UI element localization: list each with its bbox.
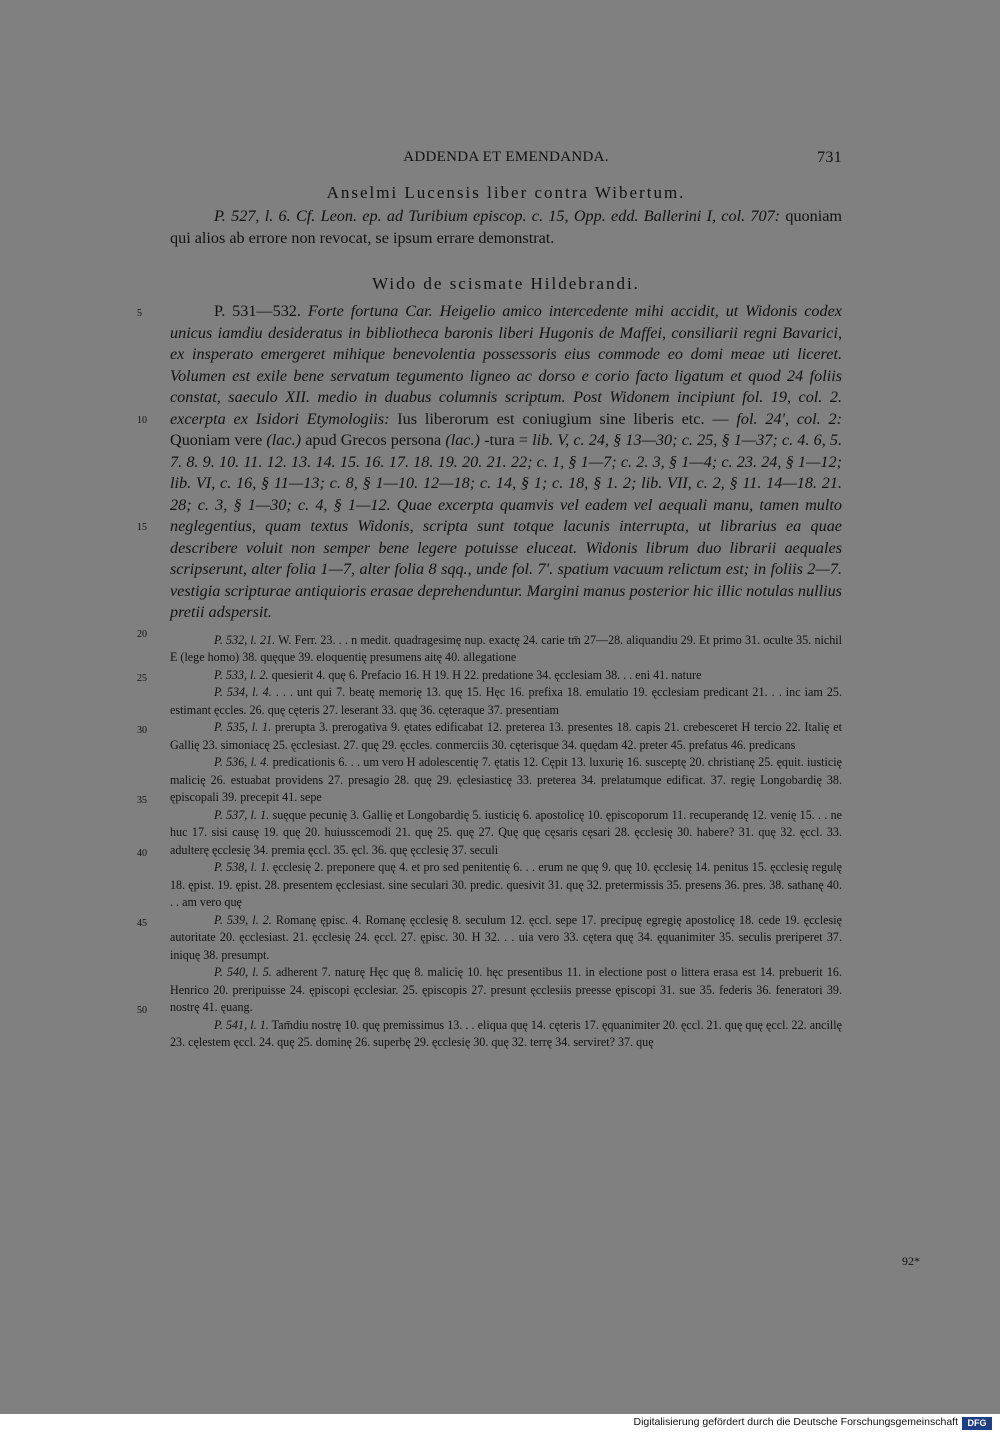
- anselm-quote: quoniam qui alios ab errore non revocat, se ipsum errare demonstrat.: [170, 207, 842, 247]
- wido-text-f: apud Grecos persona: [305, 431, 442, 449]
- anselm-paragraph: [170, 206, 842, 249]
- variant-ref: P. 539, l. 2.: [214, 912, 272, 927]
- wido-text-b: Ius liberorum est coniugium sine liberis etc. —: [397, 409, 729, 428]
- variant-entry: [137, 754, 842, 807]
- variant-text: quesierit 4. quę 6. Prefacio 16. H 19. H 22. predatione 34. ęcclesiam 38. . . eni 41. nature: [271, 667, 702, 682]
- signature-mark: 92*: [902, 1254, 920, 1268]
- section-title-anselm: Anselmi Lucensis liber contra Wibertum.: [326, 183, 686, 202]
- variant-text: . . . unt qui 7. beatę memorię 13. quę 15. Hęc 16. prefixa 18. emulatio 19. ęcclesiam predicant 21. . . inc iam 25. estimant ęccles. 26. quę cęteris 27. leserant 33. quę 36. cęteraque 37. presentiam: [170, 685, 842, 717]
- variant-entry: [137, 667, 842, 685]
- footer-bar: [0, 1414, 1000, 1434]
- variant-entry: [137, 964, 842, 1017]
- variant-text: suęque pecunię 3. Gallię et Longobardię 5. iusticię 6. apostolicę 10. ępiscoporum 11. recuperandę 12. venię 15. . . ne huc 17. sisi causę 19. quę 20. huiusscemodi 21. quę 25. quę 27. Quę quę cęsaris cęsari 28. ęcclesię 30. habere? 31. quę 32. ęccl. 33. adulterę ęcclesię 34. premia ęccl. 35. ęcl. 36. quę ęcclesię 37. seculi: [170, 807, 842, 857]
- running-title: ADDENDA ET EMENDANDA.: [403, 149, 609, 165]
- line-number: 50: [137, 1005, 147, 1016]
- dfg-logo: DFG: [962, 1417, 992, 1430]
- line-number: 15: [137, 522, 147, 533]
- variant-ref: P. 532, l. 21.: [214, 632, 276, 647]
- variant-entry: [170, 684, 842, 719]
- wido-text-e: (lac.): [266, 431, 302, 449]
- variant-text: W. Ferr. 23. . . n medit. quadragesimę nup. exactę 24. carie tm̄ 27—28. aliquandiu 29. Et primo 31. oculte 35. nichil E (lege homo) 38. quęque 39. eloquentię presumens aitę 40. allegatione: [170, 632, 842, 664]
- section-title-wido: Wido de scismate Hildebrandi.: [372, 274, 640, 293]
- page-body: [137, 180, 843, 1052]
- funding-note: Digitalisierung gefördert durch die Deutsche Forschungsgemeinschaft: [633, 1416, 958, 1428]
- variant-readings: [137, 632, 843, 1052]
- variant-entry: [170, 632, 842, 667]
- line-number: 25: [137, 672, 147, 684]
- line-number: 5: [137, 308, 142, 319]
- variant-entry: [137, 719, 842, 754]
- variant-text: prerupta 3. prerogativa 9. ętates edificabat 12. preterea 13. presentes 18. capis 21. crebesceret H tercio 22. Italię et Gallię 23. simoniacę 25. ęcclesiast. 27. quę 29. ęccles. conmerciis 30. cęterisque 34. quędam 42. preter 45. prefatus 46. predicans: [170, 720, 842, 752]
- wido-text-a: Forte fortuna Car. Heigelio amico intercedente mihi accidit, ut Widonis codex unicus iamdiu desideratus in bibliotheca baronis liberi Hugonis de Maffei, consiliarii regni Bavarici, ex insperato emergeret mihique benevolentia possessoris eius commode eo domi meae uti liceret. Volumen est exile bene servatum tegumento ligneo ac dorso e corio facto ligatum et quod 24 foliis constat, saeculo XII. medio in duabus columnis scriptum. Post Widonem incipiunt fol. 19, col. 2. excerpta ex Isidori Etymologiis:: [170, 302, 842, 428]
- variant-ref: P. 533, l. 2.: [214, 667, 269, 682]
- variant-entry: [170, 859, 842, 912]
- variant-entry: [170, 1017, 842, 1052]
- line-number: 40: [137, 847, 147, 859]
- variant-ref: P. 541, l. 1.: [214, 1017, 269, 1032]
- variant-text: predicationis 6. . . um vero H adolescentię 7. ętatis 12. Cępit 13. luxurię 16. susceptę 20. christianę 25. ęquit. iusticię malicię 26. estuabat providens 27. presagio 28. quę 29. ęclesiasticę 33. preterea 34. prelatumque edificat. 37. regię Longobardię 38. ępiscopali 39. precepit 41. sepe: [170, 755, 842, 804]
- variant-ref: P. 536, l. 4.: [214, 755, 270, 769]
- variant-ref: P. 538, l. 1.: [214, 860, 270, 874]
- line-number: 45: [137, 917, 147, 929]
- wido-text-i: lib. V, c. 24, § 13—30; c. 25, § 1—37; c. 4. 6, 5. 7. 8. 9. 10. 11. 12. 13. 14. 15. 16. 17. 18. 19. 20. 21. 22; c. 1, § 1—7; c. 2. 3, § 1—4; c. 23. 24, § 1—12; lib. VI, c. 16, § 11—13; c. 8, § 1—10. 12—18; c. 14, § 1; c. 18, § 1. 2; lib. VII, c. 2, § 11. 14—18. 21. 28; c. 3, § 1—30; c. 4, § 1—12. Quae excerpta quamvis vel eadem vel aequali manu, tamen multo neglegentius, quam textus Widonis, scripta sunt totque lacunis interrupta, ut librarius ea quae describere voluit non semper bene legere potuisse eluceat. Widonis librum duo librarii aequales scripserunt, alter folia 1—7, alter folia 8 sqq., unde fol. 7'. spatium vacuum relictum est; in foliis 2—7. vestigia scripturae antiquioris erasae deprehenduntur. Margini manus posterior hic illic notulas nullius pretii adspersit.: [170, 431, 843, 621]
- wido-text-d: Quoniam vere: [170, 431, 263, 449]
- variant-ref: P. 540, l. 5.: [214, 965, 272, 979]
- wido-text-g: (lac.): [445, 431, 480, 449]
- variant-ref: P. 535, l. 1.: [214, 720, 272, 734]
- line-number: 20: [137, 629, 147, 640]
- variant-text: Romanę ępisc. 4. Romanę ęcclesię 8. seculum 12. ęccl. sepe 17. precipuę egregię apostolicę 18. cede 19. ęcclesię autoritate 20. ęcclesiast. 21. ęcclesię 24. ęccl. 27. ępisc. 30. H 32. . . uia vero 33. cętera quę 34. ęquanimiter 35. seculis preriperet 37. iniquę 38. presumpt.: [170, 912, 842, 962]
- variant-text: ęcclesię 2. preponere quę 4. et pro sed penitentię 6. . . erum ne quę 9. quę 10. ęcclesię 14. penitus 15. ęcclesię regulę 18. ępist. 19. ępist. 28. presentem ęcclesiast. sine seculari 30. predic. quesivit 31. quę 32. pretermissis 35. presens 36. pres. 38. sathanę 40. . . am vero quę: [170, 860, 842, 909]
- line-number: 10: [137, 415, 147, 426]
- wido-text-h: -tura =: [484, 431, 528, 449]
- variant-text: Tam̄diu nostrę 10. quę premissimus 13. . . eliqua quę 14. cęteris 17. ęquanimiter 20. ęccl. 21. quę quę ęccl. 22. ancillę 23. cęlestem ęccl. 24. quę 25. dominę 26. superbę 29. ęcclesię 30. quę 32. terrę 34. serviret? 37. quę: [170, 1017, 843, 1049]
- variant-entry: [137, 912, 842, 965]
- line-number: 35: [137, 795, 147, 806]
- variant-ref: P. 537, l. 1.: [214, 807, 270, 822]
- variant-text: adherent 7. naturę Hęc quę 8. malicię 10. hęc presentibus 11. in electione post o littera erasa est 14. prebuerit 16. Henrico 20. preripuisse 24. ępiscopi ęcclesiar. 25. ępiscopis 27. presunt ęcclesiis preesse ępiscopi 31. sue 35. federis 36. feneratori 39. nostrę 41. ęuang.: [170, 965, 842, 1014]
- variant-entry: [137, 807, 842, 860]
- wido-reference: P. 531—532.: [214, 302, 301, 320]
- line-number: 30: [137, 725, 147, 736]
- page-number: 731: [817, 149, 842, 166]
- wido-text-c: fol. 24', col. 2:: [736, 409, 843, 428]
- variant-ref: P. 534, l. 4.: [214, 685, 272, 699]
- running-header: [170, 149, 842, 171]
- anselm-reference: P. 527, l. 6. Cf. Leon. ep. ad Turibium episcop. c. 15, Opp. edd. Ballerini I, col. 707:: [214, 207, 781, 225]
